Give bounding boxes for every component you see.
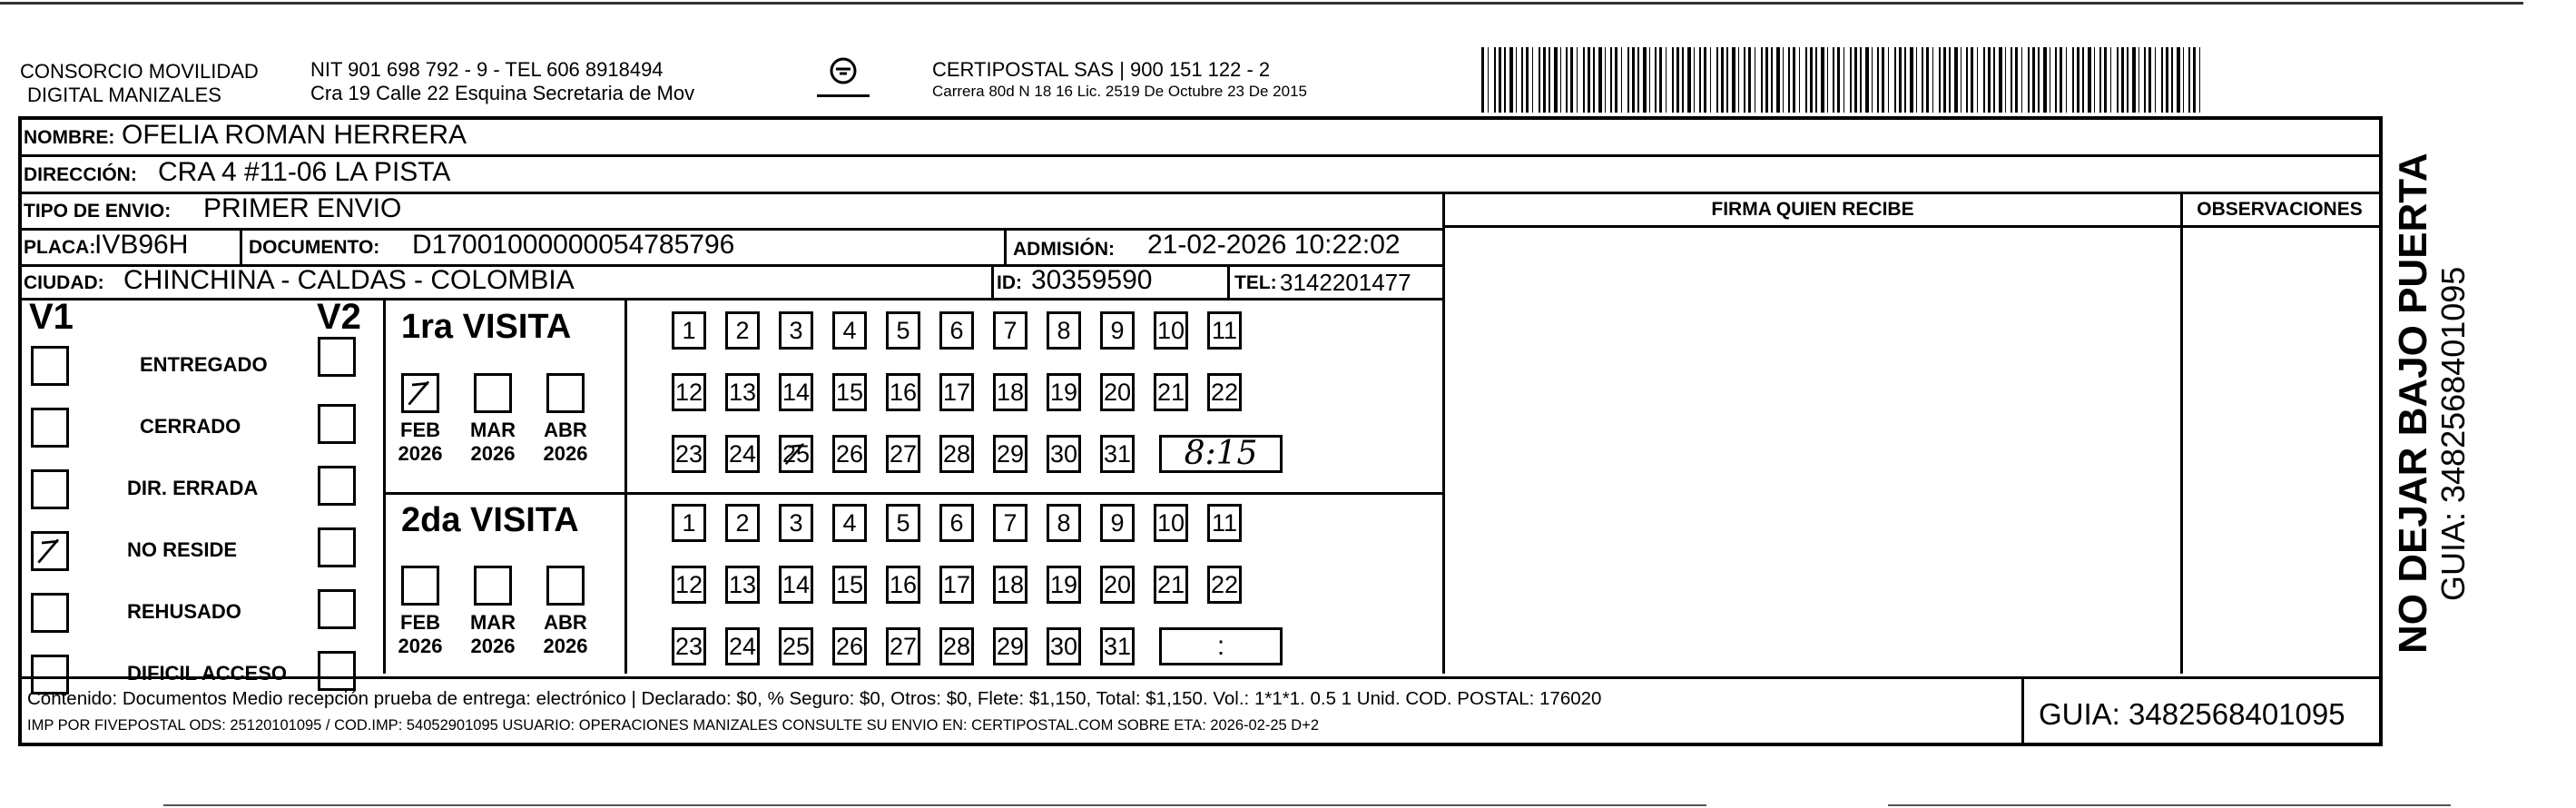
address-line: Cra 19 Calle 22 Esquina Secretaria de Mov (310, 82, 695, 104)
barcode-bar (1637, 47, 1639, 113)
barcode-bar (1577, 47, 1578, 113)
barcode-bar (2028, 47, 2030, 113)
ciudad-label: CIUDAD: (24, 272, 104, 293)
barcode-bar (2161, 47, 2163, 113)
v1-checkbox[interactable] (31, 593, 69, 633)
month-label: ABR (544, 611, 587, 634)
barcode-bar (2011, 47, 2012, 113)
barcode-bar (2148, 47, 2151, 113)
bottom-rule-right (1888, 804, 2451, 806)
time-box[interactable]: : (1159, 627, 1283, 665)
day-box[interactable]: 24 (725, 435, 760, 473)
barcode-bar (1988, 47, 1991, 113)
barcode-bar (2166, 47, 2168, 113)
year-label: 2026 (398, 635, 443, 657)
nombre-value: OFELIA ROMAN HERRERA (122, 120, 467, 150)
ciudad-divider (991, 267, 994, 298)
year-label: 2026 (543, 635, 588, 657)
barcode-bar (1926, 47, 1929, 113)
firma-column (1442, 194, 2183, 674)
barcode-bar (1910, 47, 1913, 113)
day-box[interactable]: 28 (939, 435, 974, 473)
barcode-bar (2117, 47, 2119, 113)
day-box[interactable]: 26 (832, 627, 867, 665)
barcode-bar (1716, 47, 1718, 113)
barcode-bar (2132, 47, 2136, 113)
day-box[interactable]: 5 (886, 504, 920, 542)
barcode-bar (2082, 47, 2084, 113)
day-box[interactable]: 15 (832, 566, 867, 604)
day-box[interactable]: 26 (832, 435, 867, 473)
day-box[interactable]: 20 (1100, 566, 1135, 604)
day-box[interactable]: 27 (886, 435, 920, 473)
barcode-bar (1894, 47, 1896, 113)
day-box[interactable]: 15 (832, 373, 867, 411)
barcode-bar (2138, 47, 2139, 113)
month-checkbox[interactable] (546, 566, 585, 606)
barcode-bar (1588, 47, 1590, 113)
barcode-bar (1943, 47, 1946, 113)
tipo-label: TIPO DE ENVIO: (24, 201, 172, 222)
barcode-bar (2060, 47, 2062, 113)
barcode-bar (1666, 47, 1667, 113)
status-option-label: NO RESIDE (127, 538, 238, 561)
barcode-bar (1676, 47, 1679, 113)
v1-checkbox[interactable] (31, 346, 69, 386)
day-box[interactable]: 22 (1207, 566, 1242, 604)
row-tipo (22, 194, 1442, 231)
day-box[interactable]: 9 (1100, 504, 1135, 542)
documento-value: D17001000000054785796 (412, 230, 735, 260)
barcode-bar (1682, 47, 1684, 113)
day-box[interactable]: 2 (725, 311, 760, 350)
second-visit-title: 2da VISITA (401, 501, 579, 539)
barcode-bar (1860, 47, 1862, 113)
barcode-bar (2043, 47, 2047, 113)
observaciones-label: OBSERVACIONES (2197, 199, 2363, 220)
company-line1: CONSORCIO MOVILIDAD (20, 60, 259, 83)
barcode-bar (1810, 47, 1813, 113)
barcode-bar (2088, 47, 2091, 113)
day-box[interactable]: 4 (832, 504, 867, 542)
status-option-label: CERRADO (140, 415, 241, 438)
barcode-bar (1788, 47, 1790, 113)
barcode-bar (2144, 47, 2146, 113)
status-option-label: DIR. ERRADA (127, 477, 259, 499)
barcode-bar (1850, 47, 1852, 113)
day-box[interactable]: 1 (672, 504, 706, 542)
carrier-info (932, 58, 1307, 102)
footer-divider (2021, 679, 2024, 745)
day-box[interactable]: 16 (886, 566, 920, 604)
month-label: FEB (400, 611, 440, 634)
barcode-bar (1598, 47, 1602, 113)
barcode-bar (1560, 47, 1561, 113)
barcode-bar (1732, 47, 1735, 113)
barcode-bar (1721, 47, 1724, 113)
barcode-bar (1783, 47, 1784, 113)
barcode-bar (2099, 47, 2101, 113)
barcode-bar (1971, 47, 1973, 113)
barcode-bar (1687, 47, 1691, 113)
barcode-bar (2005, 47, 2006, 113)
barcode-bar (1566, 47, 1568, 113)
day-box[interactable]: 10 (1154, 311, 1188, 350)
barcode-bar (2094, 47, 2095, 113)
footer (22, 676, 2379, 745)
day-box[interactable]: 29 (993, 435, 1027, 473)
month-label: MAR (469, 419, 516, 441)
barcode-bar (1583, 47, 1585, 113)
barcode-bar (1615, 47, 1617, 113)
scan-edge-top (0, 2, 2523, 5)
side-warning: NO DEJAR BAJO PUERTA (2391, 153, 2435, 654)
day-box[interactable]: 13 (725, 373, 760, 411)
barcode-bar (1827, 47, 1828, 113)
placa-label: PLACA: (24, 237, 96, 258)
month-label: ABR (544, 419, 587, 441)
v2-checkbox[interactable] (318, 589, 356, 629)
barcode-bar (1549, 47, 1550, 113)
barcode-bar (1504, 47, 1506, 113)
day-box[interactable]: 23 (672, 627, 706, 665)
barcode-bar (2127, 47, 2129, 113)
day-box[interactable]: 17 (939, 566, 974, 604)
day-box[interactable]: 29 (993, 627, 1027, 665)
row-ciudad (22, 267, 1442, 301)
status-option-label: ENTREGADO (140, 353, 268, 376)
status-divider (383, 301, 386, 674)
v2-checkbox[interactable] (318, 337, 356, 377)
day-box[interactable]: 12 (672, 373, 706, 411)
year-label: 2026 (398, 442, 443, 465)
direccion-label: DIRECCIÓN: (24, 164, 137, 185)
year-label: 2026 (470, 635, 516, 657)
barcode-bar (1649, 47, 1650, 113)
observaciones-column (2180, 194, 2379, 674)
day-box[interactable]: 18 (993, 566, 1027, 604)
barcode-bar (1494, 47, 1496, 113)
barcode-bar (1610, 47, 1612, 113)
barcode-bar (1899, 47, 1902, 113)
barcode-bar (1966, 47, 1968, 113)
barcode-bar (1659, 47, 1662, 113)
day-box[interactable]: 7 (993, 504, 1027, 542)
day-box[interactable]: 13 (725, 566, 760, 604)
barcode-bar (1854, 47, 1857, 113)
nombre-label: NOMBRE: (24, 127, 115, 148)
barcode-bar (1977, 47, 1978, 113)
id-value: 30359590 (1031, 265, 1153, 295)
v1-checkbox[interactable] (31, 469, 69, 509)
day-box[interactable]: 12 (672, 566, 706, 604)
day-box[interactable]: 31 (1100, 435, 1135, 473)
barcode-bar (1771, 47, 1773, 113)
year-label: 2026 (543, 442, 588, 465)
barcode-bar (2171, 47, 2173, 113)
v1-label: V1 (29, 297, 74, 337)
barcode-bar (1481, 47, 1484, 113)
barcode-bar (1833, 47, 1834, 113)
carrier-logo (811, 54, 875, 105)
barcode-bar (1605, 47, 1606, 113)
barcode-bar (1488, 47, 1489, 113)
day-box[interactable]: 21 (1154, 566, 1188, 604)
barcode-bar (1983, 47, 1985, 113)
company-name (20, 60, 259, 107)
barcode-bar (1526, 47, 1529, 113)
month-checkbox[interactable] (474, 373, 512, 413)
v2-checkbox[interactable] (318, 466, 356, 506)
day-box[interactable] (779, 435, 813, 473)
barcode-bar (1821, 47, 1824, 113)
barcode-bar (1805, 47, 1807, 113)
barcode-bar (1621, 47, 1622, 113)
barcode-bar (1694, 47, 1695, 113)
barcode-bar (1939, 47, 1941, 113)
first-visit-title: 1ra VISITA (401, 308, 572, 346)
company-line2: DIGITAL MANIZALES (27, 84, 221, 106)
bottom-rule (163, 804, 1706, 806)
status-option-label: REHUSADO (127, 600, 241, 623)
barcode-bar (1932, 47, 1933, 113)
barcode-bar (2077, 47, 2079, 113)
barcode-bar (1593, 47, 1595, 113)
barcode-bar (1521, 47, 1523, 113)
placa-divider (240, 231, 242, 264)
imp-text: IMP POR FIVEPOSTAL ODS: 25120101095 / COD.IMP: 54052901095 USUARIO: OPERACIONES MANIZALES CONSULTE SU ENVIO EN: CERTIPOSTAL.COM SOBRE ETA: 2026-02-25 D+2 (27, 717, 1320, 734)
barcode-bar (1643, 47, 1647, 113)
day-box[interactable]: 8 (1047, 504, 1081, 542)
day-box[interactable]: 3 (779, 311, 813, 350)
day-box[interactable]: 9 (1100, 311, 1135, 350)
tel-value: 3142201477 (1280, 269, 1411, 296)
barcode (1481, 47, 2206, 113)
barcode-bar (1865, 47, 1869, 113)
v2-label: V2 (317, 297, 361, 337)
ciudad-value: CHINCHINA - CALDAS - COLOMBIA (123, 265, 575, 295)
day-box[interactable]: 2 (725, 504, 760, 542)
day-box[interactable]: 6 (939, 504, 974, 542)
barcode-bar (1627, 47, 1629, 113)
barcode-bar (1872, 47, 1873, 113)
admision-label: ADMISIÓN: (1013, 239, 1115, 260)
month-divider (624, 301, 627, 674)
admision-value: 21-02-2026 10:22:02 (1147, 230, 1401, 260)
direccion-value: CRA 4 #11-06 LA PISTA (158, 157, 451, 187)
day-box[interactable]: 5 (886, 311, 920, 350)
year-label: 2026 (470, 442, 516, 465)
barcode-bar (1655, 47, 1657, 113)
v1-checkbox[interactable] (31, 531, 69, 571)
barcode-bar (1570, 47, 1573, 113)
barcode-bar (1793, 47, 1795, 113)
day-box[interactable]: 28 (939, 627, 974, 665)
barcode-bar (2199, 47, 2200, 113)
barcode-bar (1815, 47, 1817, 113)
id-label: ID: (997, 272, 1022, 293)
day-box[interactable]: 19 (1047, 373, 1081, 411)
barcode-bar (2121, 47, 2124, 113)
day-box[interactable]: 14 (779, 566, 813, 604)
status-option-label: DIFICIL ACCESO (127, 662, 288, 685)
visit-divider (383, 492, 1442, 495)
barcode-bar (2072, 47, 2074, 113)
day-box[interactable]: 30 (1047, 435, 1081, 473)
barcode-bar (1799, 47, 1800, 113)
day-box[interactable]: 25 (779, 627, 813, 665)
barcode-bar (1744, 47, 1745, 113)
placa-value: IVB96H (94, 230, 189, 260)
barcode-bar (1726, 47, 1728, 113)
barcode-bar (2038, 47, 2040, 113)
day-box[interactable]: 11 (1207, 504, 1242, 542)
contenido-text: Contenido: Documentos Medio recepción prueba de entrega: electrónico | Declarado: $0, % Seguro: $0, Otros: $0, Flete: $1,150, Total: $1,150. Vol.: 1*1*1. 0.5 1 Unid. COD. POSTAL: 176020 (27, 688, 1602, 709)
barcode-bar (1916, 47, 1917, 113)
day-box[interactable]: 17 (939, 373, 974, 411)
barcode-bar (1761, 47, 1763, 113)
day-box[interactable]: 7 (993, 311, 1027, 350)
day-box[interactable]: 22 (1207, 373, 1242, 411)
barcode-bar (1543, 47, 1546, 113)
documento-label: DOCUMENTO: (249, 237, 380, 258)
barcode-bar (1632, 47, 1635, 113)
day-box[interactable]: 11 (1207, 311, 1242, 350)
month-checkbox[interactable] (546, 373, 585, 413)
month-checkbox[interactable] (401, 373, 439, 413)
day-box[interactable]: 31 (1100, 627, 1135, 665)
month-checkbox[interactable] (401, 566, 439, 606)
day-number: 25 (782, 440, 811, 468)
barcode-bar (1993, 47, 1995, 113)
barcode-bar (1699, 47, 1701, 113)
barcode-bar (1954, 47, 1958, 113)
barcode-bar (1904, 47, 1906, 113)
barcode-bar (1765, 47, 1768, 113)
barcode-bar (2177, 47, 2180, 113)
barcode-bar (2021, 47, 2022, 113)
barcode-bar (1877, 47, 1879, 113)
row-placa (22, 231, 1442, 267)
row-direccion (22, 157, 2379, 194)
barcode-bar (1888, 47, 1889, 113)
barcode-bar (1776, 47, 1780, 113)
tel-label: TEL: (1234, 272, 1277, 293)
barcode-bar (1516, 47, 1517, 113)
day-box[interactable]: 23 (672, 435, 706, 473)
month-label: FEB (400, 419, 440, 441)
barcode-bar (2183, 47, 2184, 113)
side-guia: GUIA: 3482568401095 (2434, 266, 2472, 601)
tipo-value: PRIMER ENVIO (203, 193, 402, 223)
barcode-bar (1837, 47, 1840, 113)
day-box[interactable]: 27 (886, 627, 920, 665)
barcode-bar (1949, 47, 1951, 113)
row-nombre (22, 120, 2379, 157)
barcode-bar (2104, 47, 2107, 113)
barcode-bar (1499, 47, 1501, 113)
v1-checkbox[interactable] (31, 408, 69, 448)
barcode-bar (1672, 47, 1674, 113)
day-box[interactable]: 1 (672, 311, 706, 350)
firma-label: FIRMA QUIEN RECIBE (1711, 199, 1914, 220)
day-box[interactable]: 14 (779, 373, 813, 411)
carrier-line2: Carrera 80d N 18 16 Lic. 2519 De Octubre 23 De 2015 (932, 83, 1307, 100)
day-box[interactable]: 10 (1154, 504, 1188, 542)
visits-area (22, 297, 1442, 685)
barcode-bar (2066, 47, 2067, 113)
barcode-bar (1539, 47, 1540, 113)
firma-header (1445, 194, 2180, 228)
barcode-bar (1882, 47, 1884, 113)
barcode-bar (1710, 47, 1711, 113)
barcode-bar (1704, 47, 1706, 113)
day-box[interactable]: 18 (993, 373, 1027, 411)
month-checkbox[interactable] (474, 566, 512, 606)
day-box[interactable]: 8 (1047, 311, 1081, 350)
barcode-bar (1554, 47, 1558, 113)
v2-checkbox[interactable] (318, 404, 356, 444)
footer-guia: GUIA: 3482568401095 (2039, 697, 2345, 731)
barcode-bar (2155, 47, 2156, 113)
barcode-bar (1738, 47, 1739, 113)
day-box[interactable]: 30 (1047, 627, 1081, 665)
barcode-bar (2188, 47, 2190, 113)
day-box[interactable]: 16 (886, 373, 920, 411)
day-box[interactable]: 4 (832, 311, 867, 350)
nit-line: NIT 901 698 792 - 9 - TEL 606 8918494 (310, 58, 664, 81)
barcode-bar (1999, 47, 2002, 113)
company-info (310, 58, 694, 105)
barcode-bar (2032, 47, 2035, 113)
barcode-bar (1532, 47, 1533, 113)
carrier-line1: CERTIPOSTAL SAS | 900 151 122 - 2 (932, 58, 1271, 81)
time-box[interactable]: 8:15 (1159, 435, 1283, 473)
barcode-bar (2110, 47, 2111, 113)
barcode-bar (1922, 47, 1923, 113)
barcode-bar (2193, 47, 2196, 113)
observaciones-header (2180, 194, 2379, 228)
month-label: MAR (469, 611, 516, 634)
day-box[interactable]: 24 (725, 627, 760, 665)
day-box[interactable]: 6 (939, 311, 974, 350)
documento-divider (1004, 231, 1007, 264)
id-divider (1227, 267, 1230, 298)
day-box[interactable]: 19 (1047, 566, 1081, 604)
day-box[interactable]: 3 (779, 504, 813, 542)
barcode-bar (1748, 47, 1751, 113)
barcode-bar (2015, 47, 2018, 113)
day-box[interactable]: 21 (1154, 373, 1188, 411)
v2-checkbox[interactable] (318, 527, 356, 567)
barcode-bar (1509, 47, 1513, 113)
barcode-bar (2055, 47, 2057, 113)
day-box[interactable]: 20 (1100, 373, 1135, 411)
